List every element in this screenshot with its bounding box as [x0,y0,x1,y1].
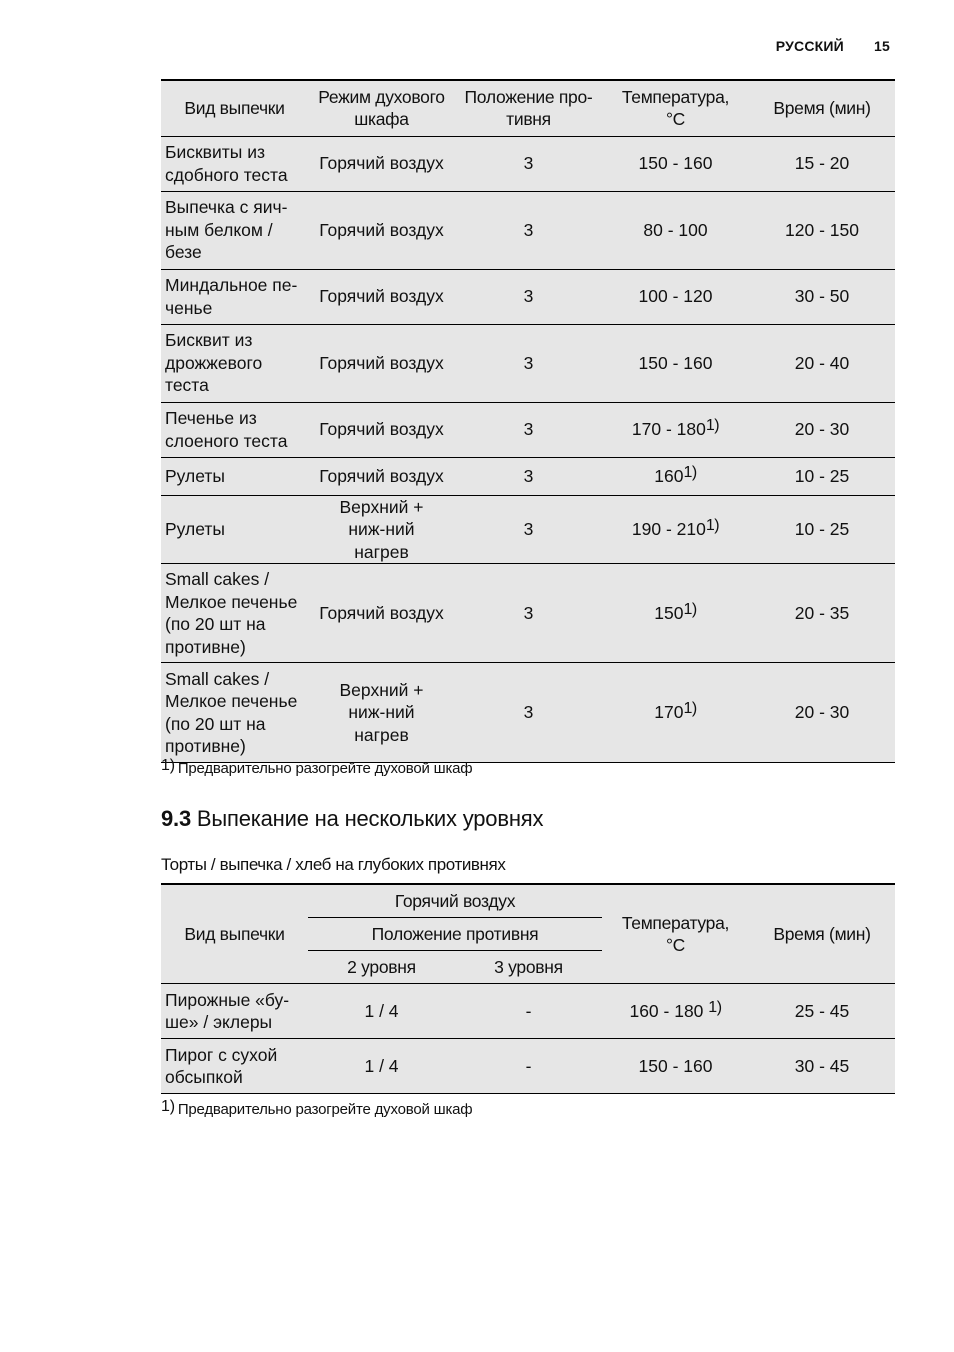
cell-temperature: 150 - 160 [602,324,749,402]
cell-temperature: 150 - 160 [602,136,749,191]
table-row [161,984,895,1039]
footnote [161,757,473,778]
cell-time: 20 - 35 [749,564,895,663]
group-header-position: Положение противня [308,918,602,951]
cell-time: 20 - 30 [749,663,895,763]
cell-type: Выпечка с яич-ным белком / безе [161,191,308,269]
cell-time: 30 - 50 [749,269,895,324]
cell-level-2: 1 / 4 [308,1039,455,1094]
cell-type: Пирог с сухой обсыпкой [161,1039,308,1094]
cell-time: 20 - 40 [749,324,895,402]
cell-position: 3 [455,324,602,402]
footnote-ref: 1) [705,417,720,435]
cell-time: 10 - 25 [749,495,895,564]
group-header-mode: Горячий воздух [308,884,602,918]
cell-temperature: 150$^{1)}$ [602,564,749,663]
col-header-type: Вид выпечки [161,80,308,136]
col-header-level-3: 3 уровня [455,951,602,984]
cell-temperature: 80 - 100 [602,191,749,269]
subsection-title: Торты / выпечка / хлеб на глубоких противнях [161,855,506,874]
cell-temperature: 190 - 210$^{1)}$ [602,495,749,564]
table-row [161,402,895,457]
cell-time: 25 - 45 [749,984,895,1039]
footnote-text: Предварительно разогрейте духовой шкаф [177,760,473,777]
cell-mode: Верхний + ниж-ний нагрев [308,663,455,763]
footnote-ref: 1) [705,517,720,534]
footnote-mark: 1) [161,757,175,774]
cell-type: Бисквиты из сдобного теста [161,136,308,191]
section-title [161,806,543,832]
cell-type: Миндальное пе-ченье [161,269,308,324]
cell-level-2: 1 / 4 [308,984,455,1039]
cell-level-3: - [455,984,602,1039]
cell-type: Пирожные «бу-ше» / эклеры [161,984,308,1039]
page-header [776,38,890,54]
cell-time: 20 - 30 [749,402,895,457]
col-header-level-2: 2 уровня [308,951,455,984]
cell-type: Бисквит из дрожжевого теста [161,324,308,402]
cell-position: 3 [455,269,602,324]
cell-position: 3 [455,495,602,564]
cell-level-3: - [455,1039,602,1094]
table-row [161,269,895,324]
cell-mode: Горячий воздух [308,457,455,495]
table-header-row [161,80,895,136]
cell-position: 3 [455,402,602,457]
col-header-position: Положение про-тивня [455,80,602,136]
table-row [161,191,895,269]
cell-position: 3 [455,457,602,495]
table-row [161,663,895,763]
section-number: 9.3 [161,806,191,831]
section-heading: Выпекание на нескольких уровнях [196,806,544,831]
table-row [161,457,895,495]
col-header-temperature: Температура, °C [602,80,749,136]
cell-temperature: 170$^{1)}$ [602,663,749,763]
table-row [161,564,895,663]
footnote-mark: 1) [161,1098,175,1115]
footnote-text: Предварительно разогрейте духовой шкаф [177,1101,473,1118]
cell-position: 3 [455,663,602,763]
cell-temperature: 100 - 120 [602,269,749,324]
footnote-ref: 1) [683,700,697,718]
cell-time: 120 - 150 [749,191,895,269]
cell-mode: Горячий воздух [308,564,455,663]
col-header-time: Время (мин) [749,80,895,136]
cell-temperature: 160 - 180 $^{1)}$ [602,984,749,1039]
cell-type: Small cakes / Мелкое печенье (по 20 шт на противне) [161,663,308,763]
page-number: 15 [874,38,890,54]
baking-table-multi-level [161,883,895,1094]
cell-mode: Верхний + ниж-ний нагрев [308,495,455,564]
cell-temperature: 170 - 180$^{1)}$ [602,402,749,457]
table-row [161,495,895,564]
table-row [161,136,895,191]
table-row [161,1039,895,1094]
cell-mode: Горячий воздух [308,324,455,402]
cell-mode: Горячий воздух [308,191,455,269]
cell-position: 3 [455,564,602,663]
cell-type: Рулеты [161,495,308,564]
cell-time: 15 - 20 [749,136,895,191]
col-header-mode: Режим духового шкафа [308,80,455,136]
baking-table-single-level [161,79,895,763]
cell-temperature: 150 - 160 [602,1039,749,1094]
cell-position: 3 [455,136,602,191]
cell-temperature: 160$^{1)}$ [602,457,749,495]
cell-type: Small cakes / Мелкое печенье (по 20 шт на противне) [161,564,308,663]
cell-time: 10 - 25 [749,457,895,495]
language-label: РУССКИЙ [775,38,844,54]
col-header-temperature: Температура, °C [602,884,749,984]
cell-mode: Горячий воздух [308,402,455,457]
cell-type: Рулеты [161,457,308,495]
cell-time: 30 - 45 [749,1039,895,1094]
table-row [161,324,895,402]
cell-position: 3 [455,191,602,269]
footnote-ref: 1) [708,998,722,1016]
cell-mode: Горячий воздух [308,269,455,324]
footnote-ref: 1) [683,463,697,481]
col-header-type: Вид выпечки [161,884,308,984]
footnote [161,1098,473,1119]
col-header-time: Время (мин) [749,884,895,984]
cell-type: Печенье из слоеного теста [161,402,308,457]
footnote-ref: 1) [683,600,697,618]
cell-mode: Горячий воздух [308,136,455,191]
